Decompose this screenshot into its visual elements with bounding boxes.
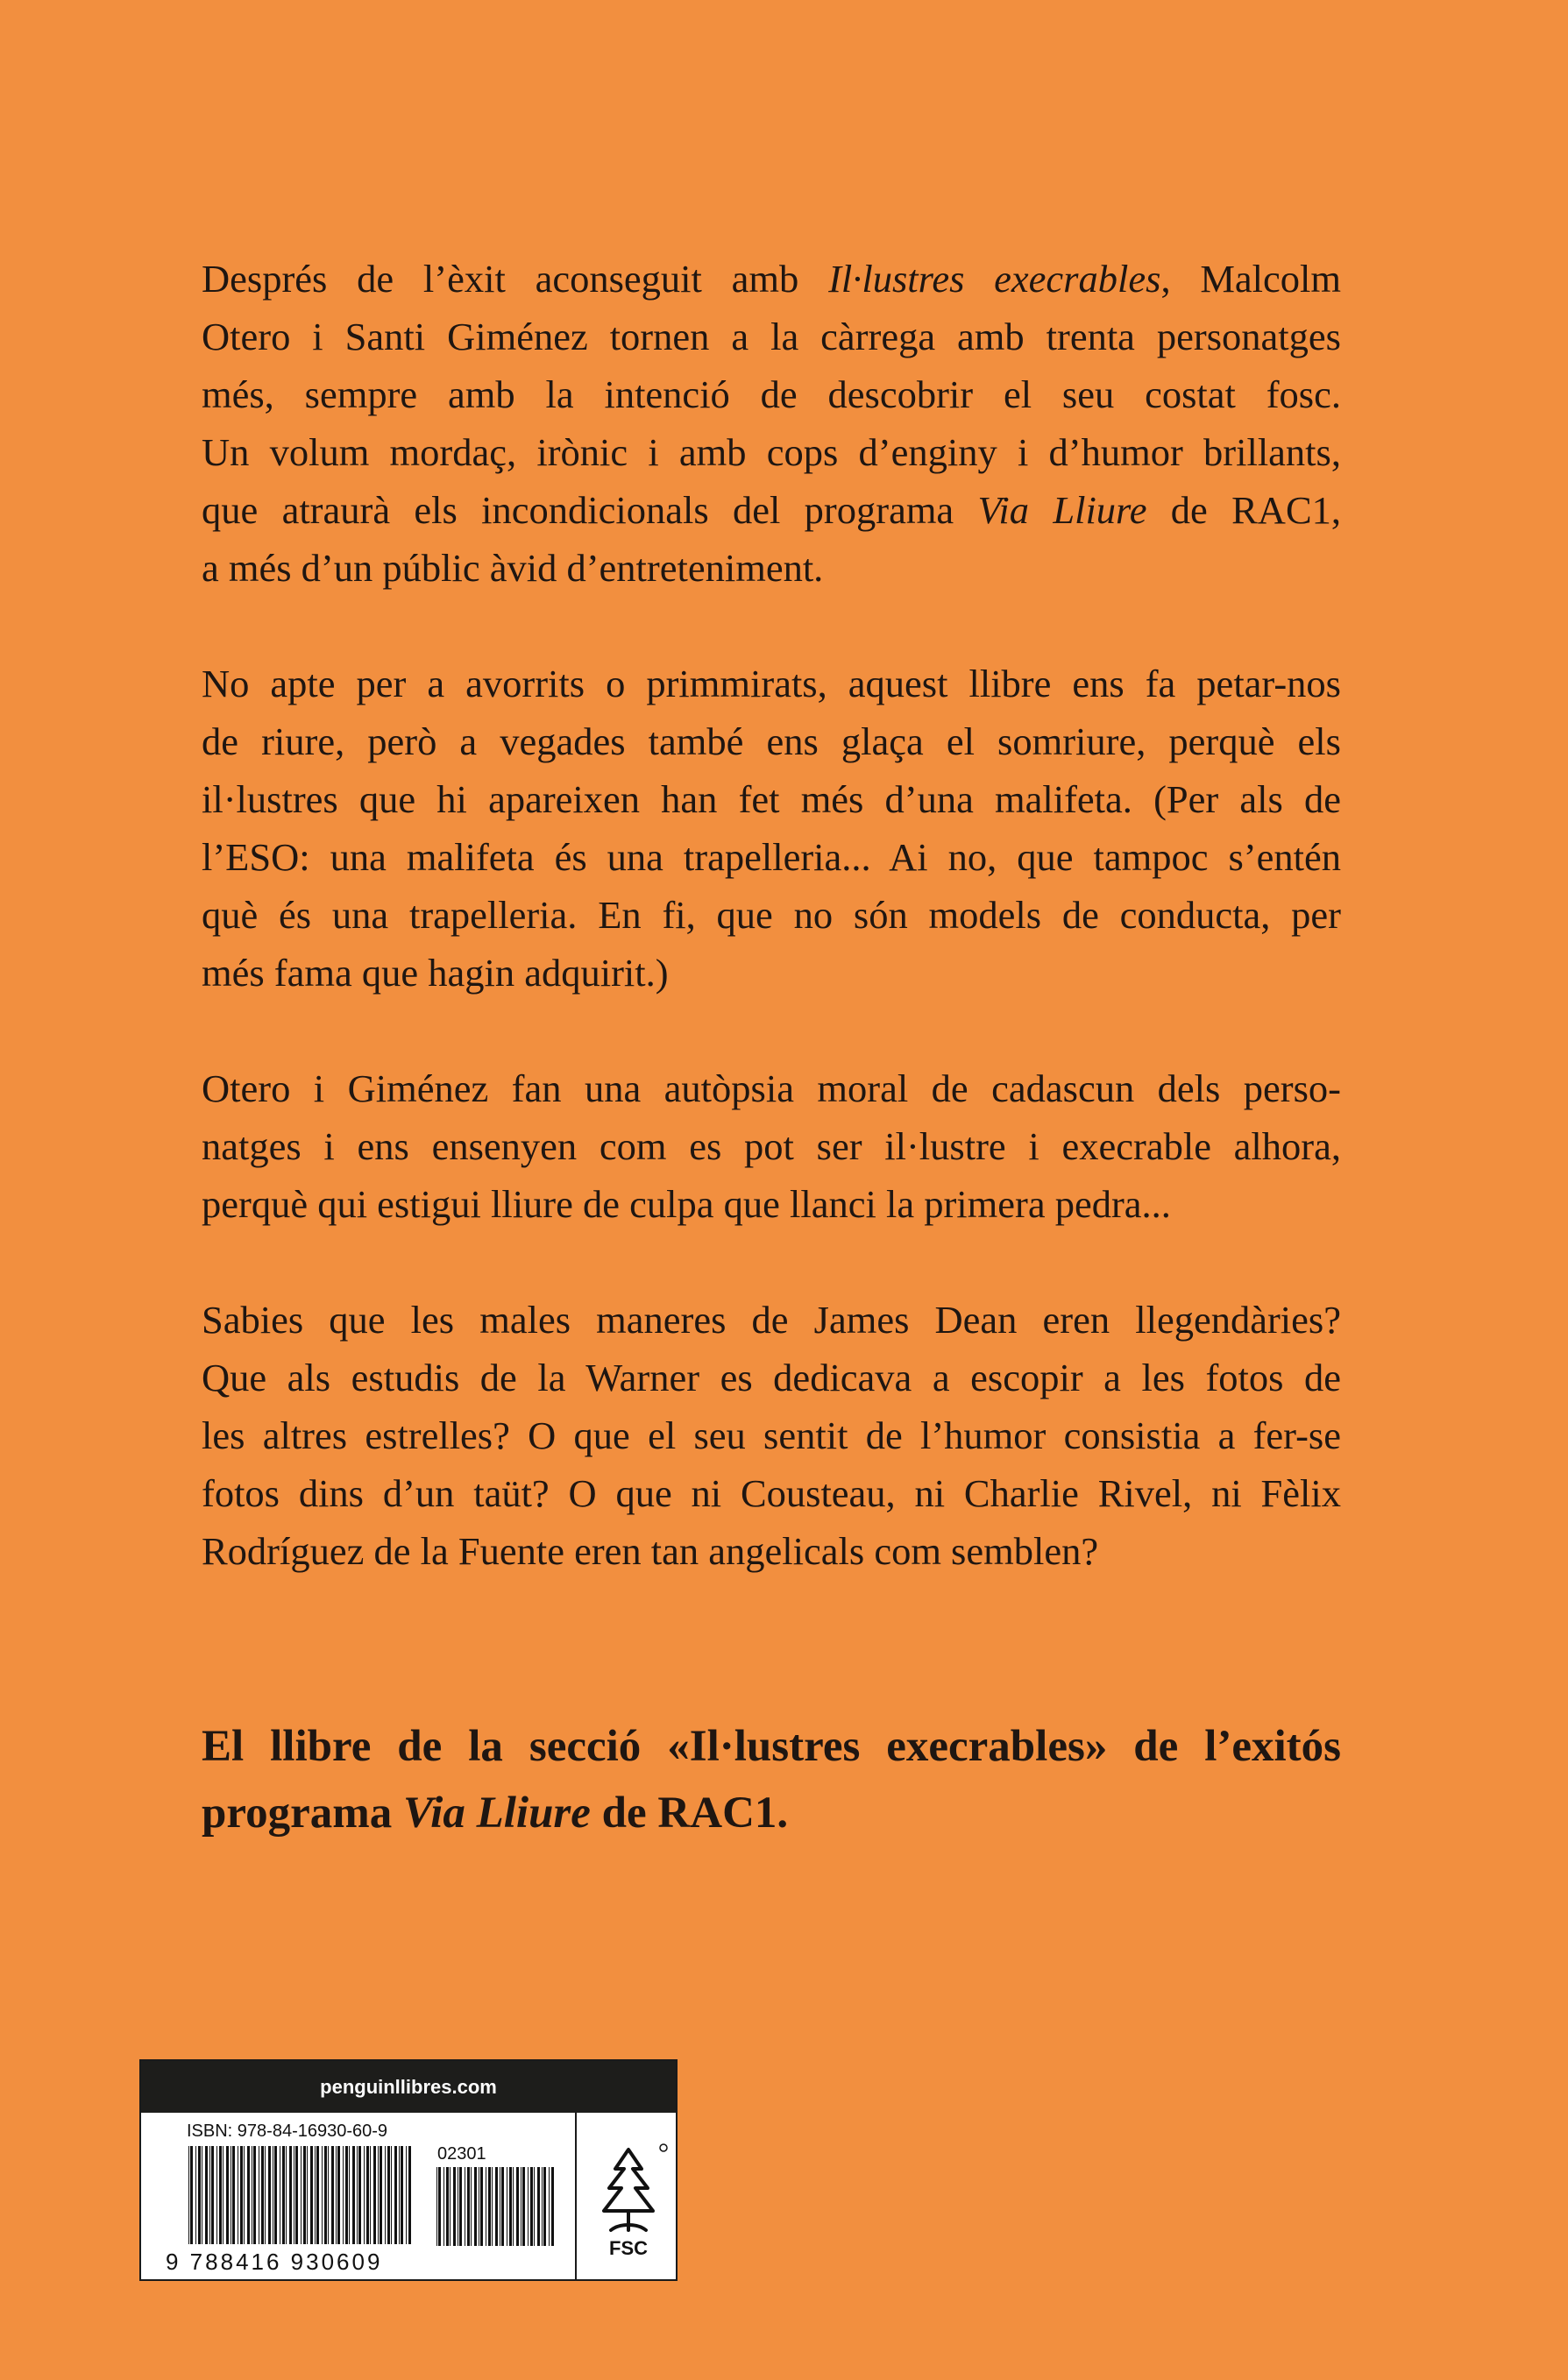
text-segment: de RAC1,	[1146, 488, 1341, 532]
text-segment: Després de l’èxit aconseguit amb	[202, 257, 829, 301]
barcode-bar	[268, 2146, 271, 2244]
barcode-bar	[373, 2146, 376, 2244]
barcode-bar	[542, 2167, 543, 2246]
barcode-bar	[307, 2146, 308, 2244]
line: a més d’un públic àvid d’entreteniment.	[202, 546, 824, 590]
tagline	[202, 1713, 1341, 1846]
back-cover-text	[202, 250, 1341, 1580]
barcode-bar	[195, 2146, 196, 2244]
divider	[575, 2113, 577, 2279]
paragraph-3	[202, 1059, 1341, 1233]
line: l’ESO: una malifeta és una trapelleria... Ai no, que tampoc s’entén	[202, 835, 1341, 879]
line: Un volum mordaç, irònic i amb cops d’enginy i d’humor brillants,	[202, 430, 1341, 474]
barcode-bar	[495, 2167, 498, 2246]
fsc-label: FSC	[609, 2237, 648, 2259]
barcode-bar	[408, 2146, 411, 2244]
barcode-bar	[450, 2167, 451, 2246]
text-segment: de RAC1.	[590, 1789, 789, 1838]
line: de riure, però a vegades també ens glaça el somriure, perquè els	[202, 719, 1341, 763]
barcode-bar	[244, 2146, 245, 2244]
barcode-bar	[343, 2146, 344, 2244]
barcode-bar	[488, 2167, 491, 2246]
barcode-bar	[345, 2146, 348, 2244]
text-segment: programa	[202, 1789, 403, 1838]
barcode-bar	[537, 2167, 540, 2246]
isbn-body	[141, 2113, 676, 2279]
paragraph-4	[202, 1291, 1341, 1580]
barcode-bar	[282, 2146, 285, 2244]
barcode-bar	[232, 2146, 235, 2244]
barcode-bar	[211, 2146, 214, 2244]
line: Que als estudis de la Warner es dedicava a escopir a les fotos de	[202, 1356, 1341, 1399]
line: natges i ens ensenyen com es pot ser il·lustre i execrable alhora,	[202, 1124, 1341, 1168]
line: El llibre de la secció «Il·lustres execrables» de l’exitós	[202, 1722, 1341, 1771]
barcode-bar	[301, 2146, 302, 2244]
barcode-bar	[364, 2146, 365, 2244]
text-segment: que atraurà els incondicionals del programa	[202, 488, 978, 532]
line: fotos dins d’un taüt? O que ni Cousteau, ni Charlie Rivel, ni Fèlix	[202, 1471, 1341, 1515]
barcode-bar	[366, 2146, 369, 2244]
barcode-bar	[516, 2167, 519, 2246]
line: Sabies que les males maneres de James Dean eren llegendàries?	[202, 1298, 1341, 1342]
barcode-bar	[349, 2146, 350, 2244]
barcode-bar	[216, 2146, 217, 2244]
barcode-bar	[385, 2146, 386, 2244]
barcode-bar	[253, 2146, 256, 2244]
paragraph-1	[202, 250, 1341, 597]
barcode-bar	[406, 2146, 407, 2244]
barcode-bar	[265, 2146, 266, 2244]
barcode-bar	[322, 2146, 323, 2244]
barcode-bar	[226, 2146, 229, 2244]
supplement-barcode	[435, 2167, 557, 2272]
barcode-bar	[549, 2167, 550, 2246]
line: il·lustres que hi apareixen han fet més d’una malifeta. (Per als de	[202, 777, 1341, 821]
barcode-bar	[474, 2167, 477, 2246]
barcode-digits: 9 788416 930609	[166, 2249, 383, 2275]
barcode-bar	[316, 2146, 319, 2244]
fsc-tree-icon	[585, 2132, 672, 2263]
line: més fama que hagin adquirit.)	[202, 951, 669, 995]
barcode-bar	[289, 2146, 292, 2244]
program-name-italic: Via Lliure	[977, 488, 1147, 532]
barcode-bar	[380, 2146, 382, 2244]
line: No apte per a avorrits o primmirats, aquest llibre ens fa petar-nos	[202, 662, 1341, 705]
barcode-bar	[551, 2167, 554, 2246]
barcode-bar	[459, 2167, 462, 2246]
line: què és una trapelleria. En fi, que no són models de conducta, per	[202, 893, 1341, 937]
barcode-bar	[394, 2146, 397, 2244]
barcode-bar	[453, 2167, 456, 2246]
barcode-bar	[219, 2146, 222, 2244]
line: les altres estrelles? O que el seu sentit de l’humor consistia a fer-se	[202, 1413, 1341, 1457]
isbn-box	[139, 2059, 678, 2281]
barcode-bar	[530, 2167, 533, 2246]
line	[202, 481, 1341, 539]
line: Otero i Giménez fan una autòpsia moral de cadascun dels perso-	[202, 1066, 1341, 1110]
barcode-bar	[303, 2146, 306, 2244]
barcode-bar	[286, 2146, 287, 2244]
barcode-bar	[522, 2167, 525, 2246]
barcode-bar	[543, 2167, 546, 2246]
barcode-bar	[378, 2146, 379, 2244]
barcode-bar	[492, 2167, 493, 2246]
barcode-bar	[391, 2146, 392, 2244]
barcode-bar	[370, 2146, 371, 2244]
barcode-bar	[324, 2146, 327, 2244]
barcode-bar	[501, 2167, 504, 2246]
barcode-bar	[513, 2167, 514, 2246]
barcode-bar	[331, 2146, 334, 2244]
barcode-bar	[358, 2146, 361, 2244]
barcode-bar	[357, 2146, 358, 2244]
barcode-bar	[446, 2167, 449, 2246]
barcode-bar	[387, 2146, 390, 2244]
barcode-bar	[240, 2146, 243, 2244]
barcode-bar	[247, 2146, 250, 2244]
supplement-code: 02301	[437, 2144, 486, 2164]
barcode-bar	[209, 2146, 210, 2244]
barcode-bar	[188, 2146, 189, 2244]
line: més, sempre amb la intenció de descobrir el seu costat fosc.	[202, 372, 1341, 416]
barcode-bar	[438, 2167, 441, 2246]
book-title-italic: Il·lustres execrables	[828, 257, 1161, 301]
barcode-bar	[198, 2146, 201, 2244]
barcode-bar	[336, 2146, 337, 2244]
barcode-bar	[401, 2146, 403, 2244]
barcode-bar	[480, 2167, 483, 2246]
barcode	[187, 2146, 415, 2251]
barcode-bar	[274, 2146, 277, 2244]
line	[202, 1780, 1341, 1846]
website-label[interactable]: penguinllibres.com	[141, 2061, 676, 2113]
line: Rodríguez de la Fuente eren tan angelicals com semblen?	[202, 1529, 1099, 1573]
paragraph-2	[202, 655, 1341, 1002]
line: Otero i Santi Giménez tornen a la càrrega amb trenta personatges	[202, 315, 1341, 358]
barcode-bar	[443, 2167, 444, 2246]
isbn-label: ISBN: 978-84-16930-60-9	[187, 2121, 388, 2141]
line	[202, 250, 1341, 308]
barcode-bar	[534, 2167, 535, 2246]
barcode-bar	[190, 2146, 193, 2244]
barcode-bar	[328, 2146, 329, 2244]
line: perquè qui estigui lliure de culpa que llanci la primera pedra...	[202, 1182, 1171, 1226]
barcode-bar	[528, 2167, 529, 2246]
barcode-bar	[509, 2167, 512, 2246]
barcode-bar	[352, 2146, 355, 2244]
barcode-bar	[467, 2167, 470, 2246]
barcode-bar	[337, 2146, 340, 2244]
barcode-bar	[205, 2146, 208, 2244]
barcode-bar	[399, 2146, 400, 2244]
barcode-bar	[310, 2146, 313, 2244]
program-name-italic: Via Lliure	[402, 1789, 591, 1838]
text-segment: , Malcolm	[1160, 257, 1341, 301]
barcode-bar	[261, 2146, 264, 2244]
barcode-bar	[436, 2167, 437, 2246]
barcode-bar	[471, 2167, 472, 2246]
barcode-bar	[295, 2146, 298, 2244]
barcode-bar	[315, 2146, 316, 2244]
